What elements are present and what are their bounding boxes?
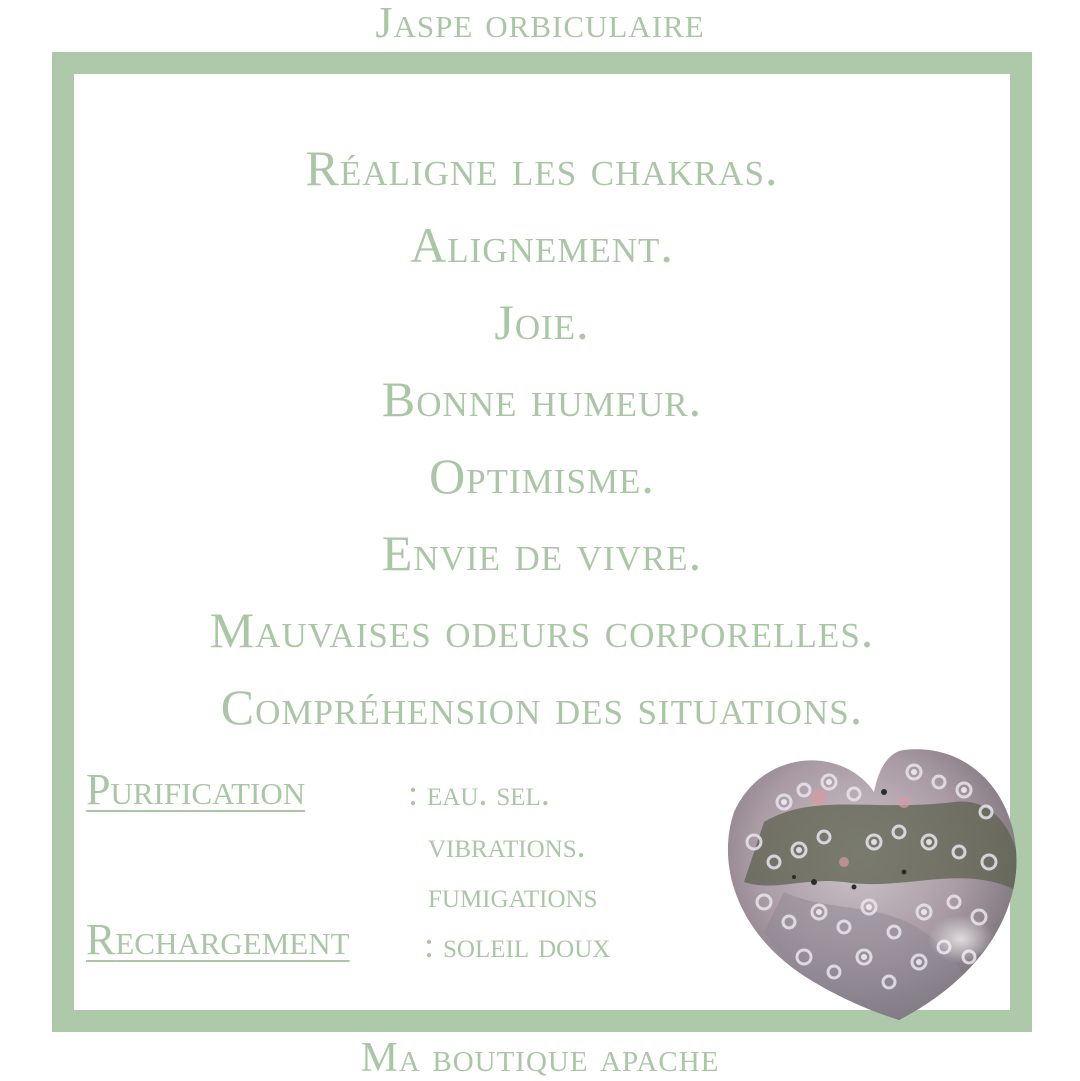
- purification-label: Purification: [86, 765, 306, 814]
- affirmation-item: Envie de vivre.: [381, 525, 703, 581]
- affirmation-item: Optimisme.: [429, 448, 655, 504]
- affirmation-list: [74, 130, 1010, 746]
- purification-value: fumigations: [428, 875, 598, 915]
- affirmation-item: Bonne humeur.: [381, 371, 703, 427]
- content-frame: [52, 52, 1032, 1032]
- recharge-row: [86, 914, 350, 965]
- recharge-label: Rechargement: [86, 915, 350, 964]
- affirmation-item: Mauvaises odeurs corporelles.: [209, 602, 875, 658]
- affirmation-item: Joie.: [494, 294, 590, 350]
- purification-value: vibrations.: [428, 825, 586, 865]
- affirmation-item: Réaligne les chakras.: [305, 140, 779, 196]
- page-title: Jaspe orbiculaire: [375, 0, 705, 47]
- affirmation-item: Alignement.: [410, 217, 674, 273]
- purification-row: [86, 764, 305, 815]
- jasper-heart-stone-icon: [724, 742, 1024, 1022]
- purification-value: : eau. sel.: [408, 773, 550, 813]
- brand-footer: Ma boutique apache: [360, 1035, 720, 1081]
- recharge-value: : soleil doux: [424, 925, 611, 965]
- affirmation-item: Compréhension des situations.: [220, 679, 864, 735]
